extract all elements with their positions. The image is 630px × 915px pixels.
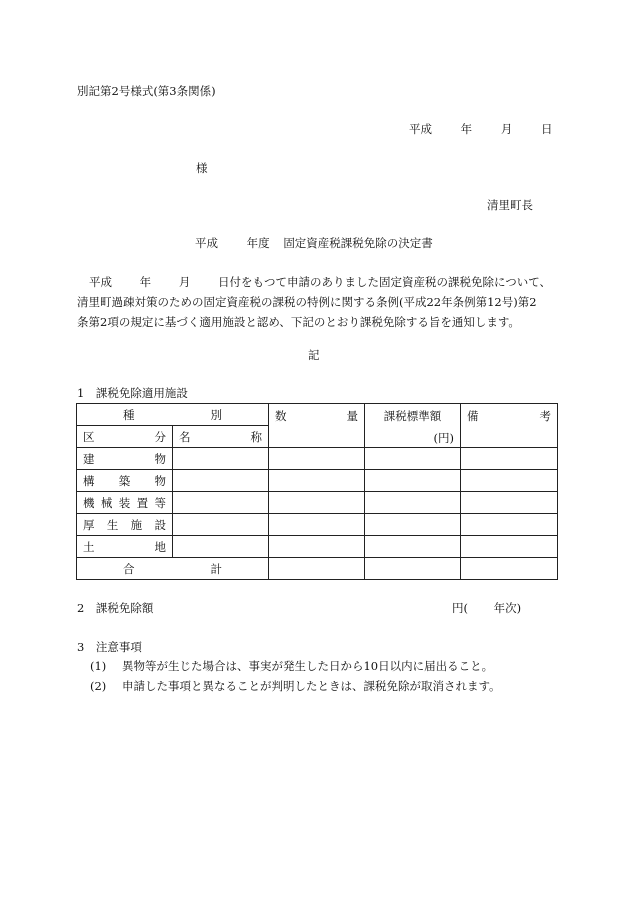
- note-2-text: 申請した事項と異なることが判明したときは、課税免除が取消されます。: [121, 679, 501, 693]
- date-day: 日: [540, 122, 553, 136]
- note-1: [90, 661, 493, 673]
- header-remarks: 備 考: [461, 404, 558, 448]
- section-2-heading: 2 課税免除額: [77, 601, 154, 615]
- date-year: 年: [460, 122, 473, 136]
- addressee-suffix: 様: [196, 161, 208, 175]
- header-standard-amount: 課税標準額 (円): [365, 404, 461, 448]
- cell-quantity[interactable]: [269, 514, 365, 536]
- table-row: [77, 492, 558, 514]
- exemption-amount: [452, 603, 521, 615]
- note-2: [90, 681, 501, 693]
- total-standard-amount[interactable]: [365, 558, 461, 580]
- body-era: 平成: [89, 275, 112, 289]
- body-line-1: [77, 272, 557, 292]
- body-text: 日付をもつて申請のありました固定資産税の課税免除について、: [217, 275, 552, 289]
- cell-standard-amount[interactable]: [365, 536, 461, 558]
- cell-standard-amount[interactable]: [365, 492, 461, 514]
- header-kind: 種 別: [77, 404, 269, 426]
- issuer: 清里町長: [487, 198, 533, 212]
- total-label: 合 計: [77, 558, 269, 580]
- note-2-number: (2): [90, 679, 107, 693]
- cell-standard-amount[interactable]: [365, 470, 461, 492]
- table-row: [77, 470, 558, 492]
- cell-quantity[interactable]: [269, 492, 365, 514]
- table-header-row: [77, 404, 558, 426]
- cell-standard-amount[interactable]: [365, 514, 461, 536]
- date-line: [409, 124, 552, 136]
- amount-yen: 円(: [452, 601, 468, 615]
- title-era: 平成: [195, 236, 218, 250]
- body-line-3: 条第2項の規定に基づく適用施設と認め、下記のとおり課税免除する旨を通知します。: [77, 315, 520, 329]
- cell-standard-amount[interactable]: [365, 448, 461, 470]
- subheader-name: 名 称: [173, 426, 269, 448]
- cell-remarks[interactable]: [461, 448, 558, 470]
- total-quantity[interactable]: [269, 558, 365, 580]
- ki-mark: 記: [308, 348, 320, 362]
- body-month: 月: [178, 275, 191, 289]
- row-label-land: 土 地: [77, 536, 173, 558]
- cell-name[interactable]: [173, 536, 269, 558]
- cell-remarks[interactable]: [461, 470, 558, 492]
- row-label-machinery: 機 械 装 置 等: [77, 492, 173, 514]
- cell-name[interactable]: [173, 448, 269, 470]
- body-year: 年: [139, 275, 152, 289]
- amount-years: 年次): [493, 601, 522, 615]
- note-1-text: 異物等が生じた場合は、事実が発生した日から10日以内に届出ること。: [121, 659, 494, 673]
- section-1-heading: 1 課税免除適用施設: [77, 386, 188, 400]
- note-1-number: (1): [90, 659, 107, 673]
- section-3-heading: 3 注意事項: [77, 640, 142, 654]
- row-label-structure: 構 築 物: [77, 470, 173, 492]
- body-line-2: 清里町過疎対策のための固定資産税の課税の特例に関する条例(平成22年条例第12号)第2: [77, 295, 537, 309]
- table-total-row: [77, 558, 558, 580]
- total-remarks[interactable]: [461, 558, 558, 580]
- body-paragraph: [77, 272, 557, 332]
- row-label-welfare: 厚 生 施 設: [77, 514, 173, 536]
- subheader-category: 区 分: [77, 426, 173, 448]
- form-label: 別記第2号様式(第3条関係): [77, 84, 216, 98]
- date-month: 月: [500, 122, 513, 136]
- cell-name[interactable]: [173, 514, 269, 536]
- cell-remarks[interactable]: [461, 514, 558, 536]
- table-row: [77, 514, 558, 536]
- cell-name[interactable]: [173, 492, 269, 514]
- cell-quantity[interactable]: [269, 448, 365, 470]
- table-row: [77, 536, 558, 558]
- title-fiscal-year: 年度: [246, 236, 270, 250]
- facility-table: [76, 403, 558, 580]
- cell-remarks[interactable]: [461, 492, 558, 514]
- cell-remarks[interactable]: [461, 536, 558, 558]
- cell-quantity[interactable]: [269, 536, 365, 558]
- date-era: 平成: [409, 122, 432, 136]
- cell-quantity[interactable]: [269, 470, 365, 492]
- row-label-building: 建 物: [77, 448, 173, 470]
- document-title: [195, 238, 433, 250]
- cell-name[interactable]: [173, 470, 269, 492]
- header-quantity: 数 量: [269, 404, 365, 448]
- table-row: [77, 448, 558, 470]
- title-text: 固定資産税課税免除の決定書: [283, 236, 433, 250]
